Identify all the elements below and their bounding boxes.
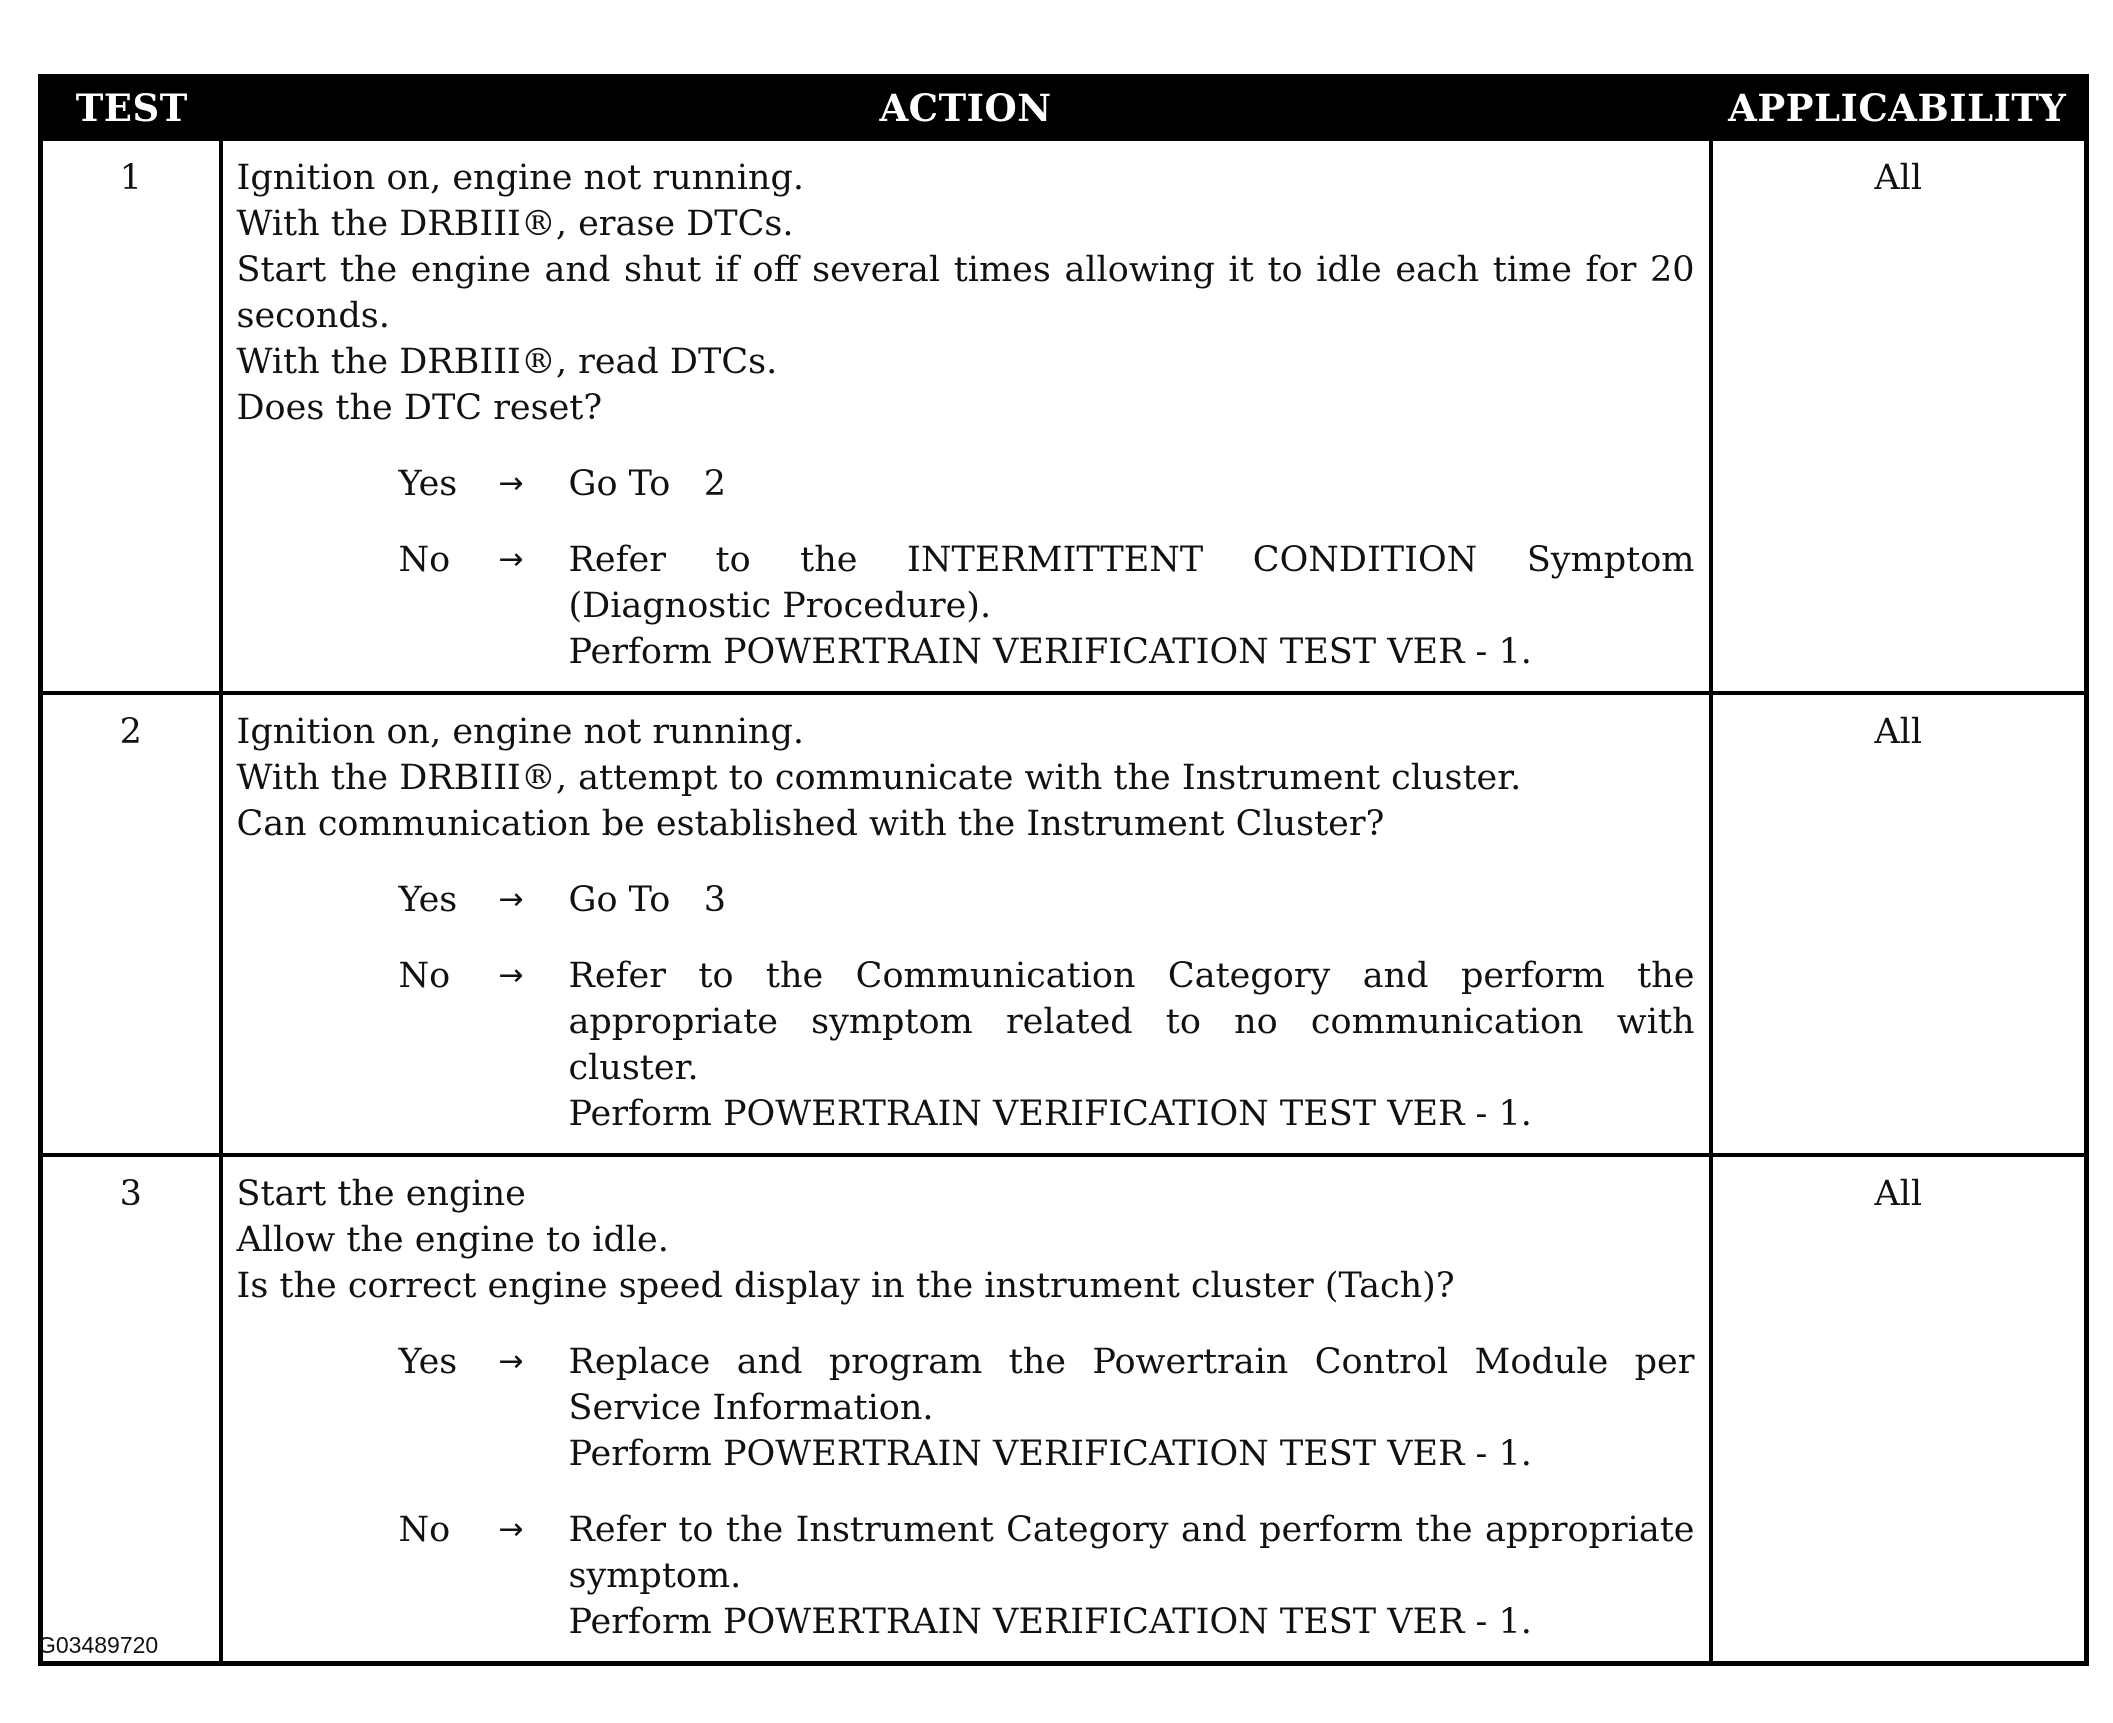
no-label: No bbox=[398, 1510, 451, 1550]
action-step: Can communication be established with the Instrument Cluster? bbox=[236, 804, 1385, 844]
action-step: With the DRBIII®, read DTCs. bbox=[236, 342, 778, 382]
diagnostic-test-table bbox=[38, 74, 2089, 1666]
result-line: Replace and program the Powertrain Control Module per Service Information. bbox=[568, 1342, 1695, 1428]
action-step: Ignition on, engine not running. bbox=[236, 158, 804, 198]
applicability-value: All bbox=[1711, 139, 2087, 693]
action-steps bbox=[237, 155, 1695, 431]
action-step: Does the DTC reset? bbox=[236, 388, 603, 428]
action-step: With the DRBIII®, attempt to communicate with the Instrument cluster. bbox=[236, 758, 1522, 798]
action-steps bbox=[237, 709, 1695, 847]
yes-label: Yes bbox=[398, 1342, 458, 1382]
table-row bbox=[41, 1155, 2087, 1664]
right-arrow-icon: → bbox=[498, 1512, 524, 1547]
action-step: Ignition on, engine not running. bbox=[236, 712, 804, 752]
yes-label: Yes bbox=[398, 464, 458, 504]
result-line: Go To 3 bbox=[568, 880, 726, 920]
table-row bbox=[41, 693, 2087, 1155]
result-line: Refer to the Instrument Category and perform the appropriate symptom. bbox=[568, 1510, 1695, 1596]
yes-result bbox=[569, 461, 1695, 507]
diagnostic-document bbox=[38, 74, 2084, 1666]
figure-id: G03489720 bbox=[38, 1632, 159, 1658]
result-line: Perform POWERTRAIN VERIFICATION TEST VER - 1. bbox=[568, 1094, 1532, 1134]
no-label: No bbox=[398, 540, 451, 580]
no-branch bbox=[399, 537, 1695, 675]
action-step: With the DRBIII®, erase DTCs. bbox=[236, 204, 794, 244]
applicability-value: All bbox=[1711, 693, 2087, 1155]
yes-branch bbox=[399, 1339, 1695, 1477]
action-cell bbox=[221, 139, 1711, 693]
action-step: Is the correct engine speed display in the instrument cluster (Tach)? bbox=[236, 1266, 1455, 1306]
table-header-row bbox=[41, 77, 2087, 140]
no-branch bbox=[399, 1507, 1695, 1645]
test-number: 2 bbox=[41, 693, 221, 1155]
no-result bbox=[569, 953, 1695, 1137]
action-step: Start the engine bbox=[236, 1174, 526, 1214]
no-branch bbox=[399, 953, 1695, 1137]
test-number: 3 bbox=[41, 1155, 221, 1664]
yes-branch bbox=[399, 877, 1695, 923]
yes-result bbox=[569, 1339, 1695, 1477]
right-arrow-icon: → bbox=[498, 882, 524, 917]
right-arrow-icon: → bbox=[498, 466, 524, 501]
result-line: Perform POWERTRAIN VERIFICATION TEST VER - 1. bbox=[568, 1602, 1532, 1642]
right-arrow-icon: → bbox=[498, 542, 524, 577]
result-line: Refer to the Communication Category and perform the appropriate symptom related to no communication with cluster. bbox=[568, 956, 1695, 1088]
no-result bbox=[569, 537, 1695, 675]
action-cell bbox=[221, 693, 1711, 1155]
header-applicability: APPLICABILITY bbox=[1711, 77, 2087, 140]
right-arrow-icon: → bbox=[498, 1344, 524, 1379]
right-arrow-icon: → bbox=[498, 958, 524, 993]
table-row bbox=[41, 139, 2087, 693]
action-step: Start the engine and shut if off several times allowing it to idle each time for 20 seconds. bbox=[236, 250, 1695, 336]
action-step: Allow the engine to idle. bbox=[236, 1220, 669, 1260]
action-cell bbox=[221, 1155, 1711, 1664]
action-steps bbox=[237, 1171, 1695, 1309]
result-line: Refer to the INTERMITTENT CONDITION Symptom (Diagnostic Procedure). bbox=[568, 540, 1695, 626]
header-test: TEST bbox=[41, 77, 221, 140]
result-line: Go To 2 bbox=[568, 464, 726, 504]
test-number: 1 bbox=[41, 139, 221, 693]
yes-result bbox=[569, 877, 1695, 923]
no-label: No bbox=[398, 956, 451, 996]
yes-branch bbox=[399, 461, 1695, 507]
yes-label: Yes bbox=[398, 880, 458, 920]
applicability-value: All bbox=[1711, 1155, 2087, 1664]
result-line: Perform POWERTRAIN VERIFICATION TEST VER - 1. bbox=[568, 632, 1532, 672]
no-result bbox=[569, 1507, 1695, 1645]
result-line: Perform POWERTRAIN VERIFICATION TEST VER - 1. bbox=[568, 1434, 1532, 1474]
header-action: ACTION bbox=[221, 77, 1711, 140]
